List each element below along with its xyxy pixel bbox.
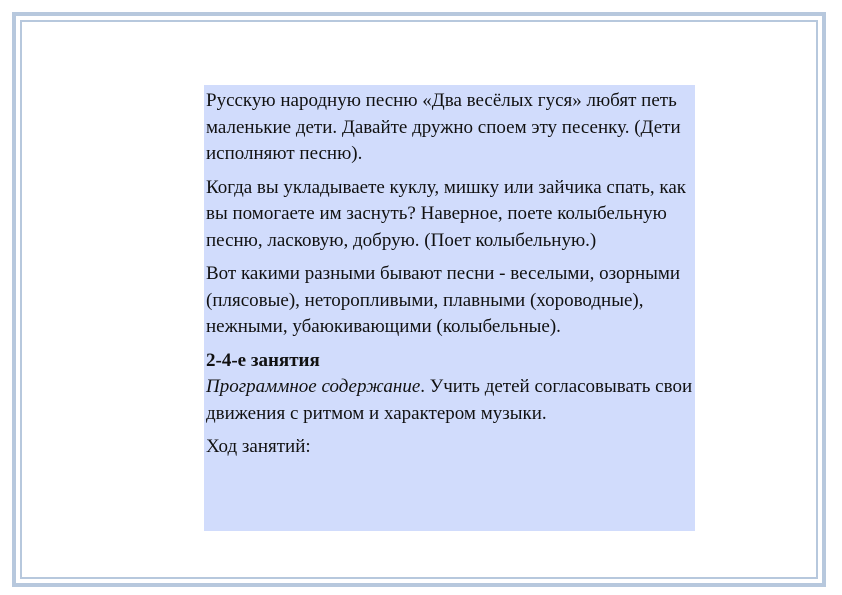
paragraph-lullaby: Когда вы укладываете куклу, мишку или зайчика спать, как вы помогаете им заснуть? Наверное, поете колыбельную песню, ласковую, добрую. (Поет колыбельную.) bbox=[206, 176, 687, 251]
text-box bbox=[204, 85, 695, 531]
course-label: Ход занятий: bbox=[206, 436, 311, 457]
lesson-heading: 2-4-е занятия bbox=[206, 349, 320, 371]
paragraph-folk-song: Русскую народную песню «Два весёлых гуся» любят петь маленькие дети. Давайте дружно споем эту песенку. (Дети исполняют песню). bbox=[206, 90, 681, 164]
program-paragraph bbox=[206, 374, 695, 427]
paragraph-song-types: Вот какими разными бывают песни - веселыми, озорными (плясовые), неторопливыми, плавными (хороводные), нежными, убаюкивающими (колыбельные). bbox=[206, 263, 681, 337]
program-text: . Учить детей согласовывать свои движения с ритмом и характером музыки. bbox=[206, 376, 693, 424]
program-label: Программное содержание bbox=[206, 376, 421, 397]
